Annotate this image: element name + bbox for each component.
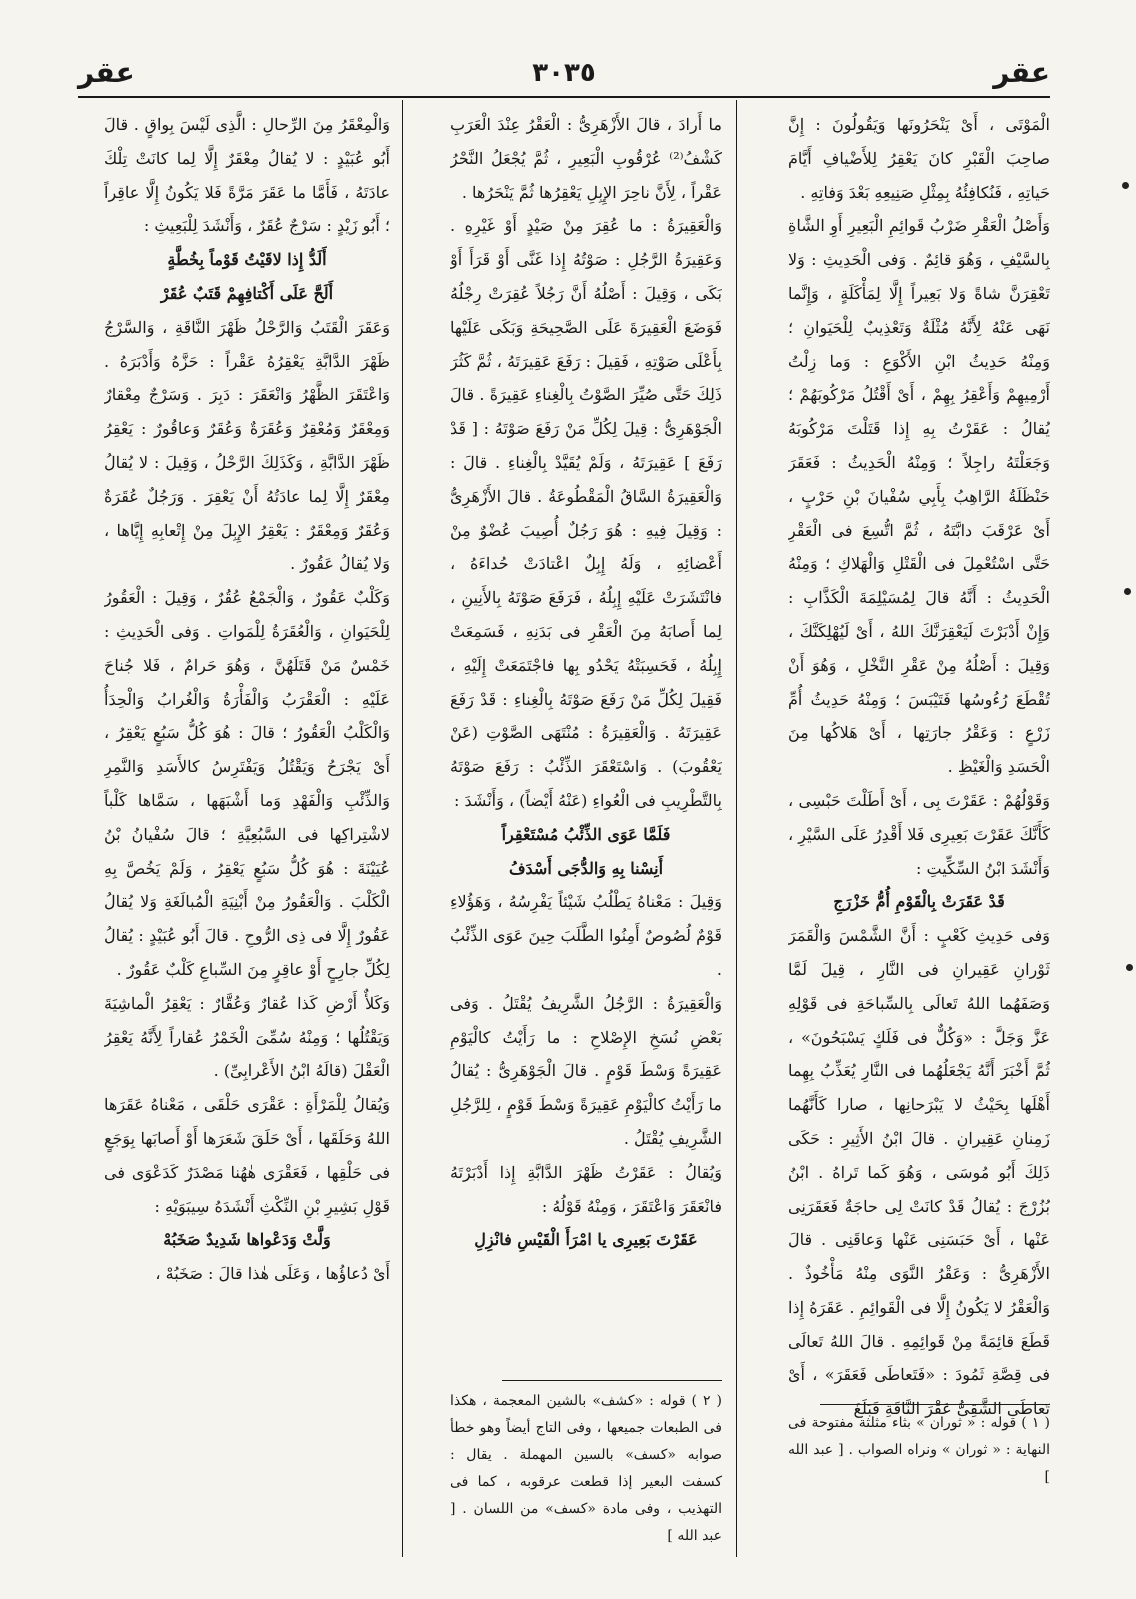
verse: أَنِسْنا بِهِ وَالدُّجَى أَسْدَفُ: [508, 858, 664, 878]
column-left: [104, 108, 390, 1541]
verse: أَلَدُّ إِذا لاقَيْتُ قَوْماً بِخُطَّةٍ: [167, 250, 327, 270]
paragraph: وَأَصْلُ الْعَقْرِ ضَرْبُ قَوائِمِ الْبَعِيرِ أَوِ الشَّاةِ بِالسَّيْفِ ، وَهُوَ قائِمٌ . وَفى الْحَدِيثِ : وَلا تَعْقِرَنَّ شاةً وَلا بَعِيراً إِلَّا لِمَأْكَلَةٍ ، وَإِنَّما نَهَى عَنْهُ لِأَنَّهُ مُثْلَةٌ وَتَعْذِيبٌ لِلْحَيَوانِ ؛ وَمِنْهُ حَدِيثُ ابْنِ الأَكْوَعِ : وَما زِلْتُ أَرْمِيهِمْ وَأَعْقِرُ بِهِمْ ، أَىْ أَقْتُلُ مَرْكُوبَهُمْ ؛ يُقالُ : عَقَرْتُ بِهِ إِذا قَتَلْتَ مَرْكُوبَهُ وَجَعَلْتَهُ راجِلاً ؛ وَمِنْهُ الْحَدِيثُ : فَعَقَرَ حَنْظَلَةُ الرَّاهِبُ بِأَبِي سُفْيانَ بْنِ حَرْبٍ ، أَىْ عَرْقَبَ دابَّتَهُ ، ثُمَّ اتُّسِعَ فى الْعَقْرِ حَتَّى اسْتُعْمِلَ فى الْقَتْلِ وَالْهَلاكِ ؛ وَمِنْهُ الْحَدِيثُ : أَنَّهُ قالَ لِمُسَيْلِمَةَ الْكَذَّابِ : وَإِنْ أَدْبَرْتَ لَيَعْقِرَنَّكَ اللهُ ، أَىْ لَيُهْلِكَنَّكَ ، وَقِيلَ : أَصْلُهُ مِنْ عَقْرِ النَّخْلِ ، وَهُوَ أَنْ تُقْطَعَ رُءُوسُها فَتَيْبَسَ ؛ وَمِنْهُ حَدِيثُ أُمِّ زَرْعٍ : وَعَقْرُ جارَتِها ، أَىْ هَلاكُها مِنَ الْحَسَدِ وَالْغَيْظِ .: [788, 216, 1050, 777]
verse: عَقَرْتَ بَعِيرِى يا امْرَأَ الْقَيْسِ فانْزِلِ: [474, 1230, 698, 1250]
page-number: ٣٠٣٥: [532, 58, 596, 88]
paragraph: ما أَرادَ ، قالَ الأَزْهَرِىُّ : الْعَقْرُ عِنْدَ الْعَرَبِ كَشْفُ⁽²⁾ عُرْقُوبِ الْبَعِيرِ ، ثُمَّ يُجْعَلُ النَّحْرُ عَقْراً ، لِأَنَّ ناحِرَ الإِبِلِ يَعْقِرُها ثُمَّ يَنْحَرُها .: [450, 115, 722, 202]
column-middle: [450, 108, 722, 1541]
paragraph: وَكَلأٌ أَرْضِ كَذا عُقارٌ وَعُقَّارٌ : يَعْقِرُ الْماشِيَةَ وَيَقْتُلُها ؛ وَمِنْهُ سُمِّىَ الْخَمْرُ عُقاراً لِأَنَّهُ يَعْقِرُ الْعَقْلَ (قالَهُ ابْنُ الأَعْرابِىِّ) .: [104, 993, 390, 1081]
paragraph: الْمَوْتَى ، أَىْ يَنْحَرُونَها وَيَقُولُونَ : إِنَّ صاحِبَ الْقَبْرِ كانَ يَعْقِرُ لِلأَضْيافِ أَيَّامَ حَياتِهِ ، فَنُكافِئُهُ بِمِثْلِ صَنِيعِهِ بَعْدَ وَفاتِهِ .: [788, 115, 1050, 202]
headword-right: عقر: [993, 56, 1050, 89]
paragraph: وَقِيلَ : مَعْناهُ يَطْلُبُ شَيْئاً يَفْرِسُهُ ، وَهَؤُلاءِ قَوْمٌ لُصُوصٌ أَمِنُوا الطَّلَبَ حِينَ عَوَى الذِّئْبُ .: [450, 892, 722, 979]
margin-dot: [1122, 182, 1129, 189]
paragraph: أَىْ دُعاؤُها ، وَعَلَى هٰذا قالَ : صَخَبُهْ ،: [155, 1264, 390, 1284]
page-header: [78, 56, 1050, 98]
footnote-rule: [820, 1404, 1050, 1405]
paragraph: وَالْعَقِيرَةُ : ما عُقِرَ مِنْ صَيْدٍ أَوْ غَيْرِهِ . وَعَقِيرَةُ الرَّجُلِ : صَوْتُهُ إِذا غَنَّى أَوْ قَرَأَ أَوْ بَكَى ، وَقِيلَ : أَصْلُهُ أَنَّ رَجُلاً عُقِرَتْ رِجْلُهُ فَوَضَعَ الْعَقِيرَةَ عَلَى الصَّحِيحَةِ وَبَكَى عَلَيْها بِأَعْلَى صَوْتِهِ ، فَقِيلَ : رَفَعَ عَقِيرَتَهُ ، ثُمَّ كَثُرَ ذَلِكَ حَتَّى صُيِّرَ الصَّوْتُ بِالْغِناءِ عَقِيرَةً . قالَ الْجَوْهَرِىُّ : قِيلَ لِكُلِّ مَنْ رَفَعَ صَوْتَهُ : [ قَدْ رَفَعَ ] عَقِيرَتَهُ ، وَلَمْ يُقَيَّدْ بِالْغِناءِ . قالَ : وَالْعَقِيرَةُ السَّاقُ الْمَقْطُوعَةُ . قالَ الأَزْهَرِىُّ : وَقِيلَ فِيهِ : هُوَ رَجُلٌ أُصِيبَ عُضْوٌ مِنْ أَعْضائِهِ ، وَلَهُ إِبِلٌ اعْتادَتْ حُداءَهُ ، فانْتَشَرَتْ عَلَيْهِ إِبِلُهُ ، فَرَفَعَ صَوْتَهُ بِالأَنِينِ ، لِما أَصابَهُ مِنَ الْعَقْرِ فى بَدَنِهِ ، فَسَمِعَتْ إِبِلُهُ ، فَحَسِبَتْهُ يَحْدُو بِها فاجْتَمَعَتْ إِلَيْهِ ، فَقِيلَ لِكُلِّ مَنْ رَفَعَ صَوْتَهُ بِالْغِناءِ : قَدْ رَفَعَ عَقِيرَتَهُ . وَالْعَقِيرَةُ : مُنْتَهَى الصَّوْتِ (عَنْ يَعْقُوبَ) . وَاسْتَعْقَرَ الذِّئْبُ : رَفَعَ صَوْتَهُ بِالتَّطْرِيبِ فى الْعُواءِ (عَنْهُ أَيْضاً) ، وَأَنْشَدَ :: [450, 216, 722, 810]
paragraph: وَكَلْبٌ عَقُورٌ ، وَالْجَمْعُ عُقُرٌ ، وَقِيلَ : الْعَقُورُ لِلْحَيَوانِ ، وَالْعُقَرَةُ لِلْمَواتِ . وَفى الْحَدِيثِ : خَمْسٌ مَنْ قَتَلَهُنَّ ، وَهُوَ حَرامٌ ، فَلا جُناحَ عَلَيْهِ : الْعَقْرَبُ وَالْفَأْرَةُ وَالْغُرابُ وَالْحِدَأُ وَالْكَلْبُ الْعَقُورُ ؛ قالَ : هُوَ كُلُّ سَبُعٍ يَعْقِرُ ، أَىْ يَجْرَحُ وَيَقْتُلُ وَيَفْتَرِسُ كالأَسَدِ وَالنَّمِرِ وَالذِّئْبِ وَالْفَهْدِ وَما أَشْبَهَها ، سَمَّاها كَلْباً لاشْتِراكِها فى السَّبُعِيَّةِ ؛ قالَ سُفْيانُ بْنُ عُيَيْنَةَ : هُوَ كُلُّ سَبُعٍ يَعْقِرُ ، وَلَمْ يَخُصَّ بِهِ الْكَلْبَ . وَالْعَقُورُ مِنْ أَبْنِيَةِ الْمُبالَغَةِ وَلا يُقالُ عَقُورٌ إِلَّا فى ذِى الرُّوحِ . قالَ أَبُو عُبَيْدٍ : يُقالُ لِكُلِّ جارِحٍ أَوْ عاقِرٍ مِنَ السِّباعِ كَلْبٌ عَقُورٌ .: [104, 588, 390, 979]
verse: أَلَحَّ عَلَى أَكْتافِهِمْ قَتَبٌ عُقَرْ: [160, 283, 334, 303]
footnote-right: ( ١ ) قوله : « ثوران » بثاء مثلثة مفتوحة فى النهاية : « ثوران » ونراه الصواب . [ عبد الله ]: [788, 1415, 1051, 1485]
paragraph: وَالْمِعْقَرُ مِنَ الرِّحالِ : الَّذِى لَيْسَ بِواقٍ . قالَ أَبُو عُبَيْدٍ : لا يُقالُ مِعْقَرٌ إِلَّا لِما كانَتْ تِلْكَ عادَتَهُ ، فَأَمَّا ما عَقَرَ مَرَّةً فَلا يَكُونُ إِلَّا عاقِراً ؛ أَبُو زَيْدٍ : سَرْجٌ عُقَرٌ ، وَأَنْشَدَ لِلْبَعِيثِ :: [104, 115, 390, 236]
column-divider: [402, 100, 403, 1557]
footnote-middle: ( ٢ ) قوله : «كشف» بالشين المعجمة ، هكذا فى الطبعات جميعها ، وفى التاج أيضاً وهو خطأ صوابه «كسف» بالسين المهملة . يقال : كسفت البعير إذا قطعت عرقوبه ، كما فى التهذيب ، وفى مادة «كسف» من اللسان . [ عبد الله ]: [450, 1393, 722, 1544]
paragraph: وَعَقَرَ الْقَتَبُ وَالرَّحْلُ ظَهْرَ النَّاقَةِ ، وَالسَّرْجُ ظَهْرَ الدَّابَّةِ يَعْقِرُهُ عَقْراً : حَزَّهُ وَأَدْبَرَهُ . وَاعْتَقَرَ الظَّهْرُ وَانْعَقَرَ : دَبِرَ . وَسَرْجٌ مِعْقارٌ وَمِعْقَرٌ وَمُعْقِرٌ وَعُقَرَةٌ وَعُقَرٌ وَعاقُورٌ : يَعْقِرُ ظَهْرَ الدَّابَّةِ ، وَكَذَلِكَ الرَّحْلُ ، وَقِيلَ : لا يُقالُ مِعْقَرٌ إِلَّا لِما عادَتُهُ أَنْ يَعْقِرَ . وَرَجُلٌ عُقَرَةٌ وَعُقَرٌ وَمِعْقَرٌ : يَعْقِرُ الإِبِلَ مِنْ إِتْعابِهِ إِيَّاها ، وَلا يُقالُ عَقُورٌ .: [104, 317, 390, 574]
verse: وَلَّتْ وَدَعْواها شَدِيدٌ صَخَبُهْ: [163, 1230, 331, 1250]
verse: فَلَمَّا عَوَى الذِّئْبُ مُسْتَعْقِراً: [501, 824, 671, 844]
column-divider: [736, 100, 737, 1557]
paragraph: وَفى حَدِيثِ كَعْبٍ : أَنَّ الشَّمْسَ وَالْقَمَرَ ثَوْرانِ عَقِيرانِ فى النَّارِ ، قِيلَ لَمَّا وَصَفَهُما اللهُ تَعالَى بِالسِّباحَةِ فى قَوْلِهِ عَزَّ وَجَلَّ : «وَكُلٌّ فى فَلَكٍ يَسْبَحُونَ» ، ثُمَّ أَخْبَرَ أَنَّهُ يَجْعَلُهُما فى النَّارِ يُعَذِّبُ بِهِما أَهْلَها بِحَيْثُ لا يَبْرَحانِها ، صارا كَأَنَّهُما زَمِنانِ عَقِيرانِ . قالَ ابْنُ الأَثِيرِ : حَكَى ذَلِكَ أَبُو مُوسَى ، وَهُوَ كَما تَراهُ . ابْنُ بُزُرْجَ : يُقالُ قَدْ كانَتْ لِى حاجَةٌ فَعَقَرَنِى عَنْها ، أَىْ حَبَسَنِى عَنْها وَعاقَنِى . قالَ الأَزْهَرِىُّ : وَعَقْرُ النَّوَى مِنْهُ مَأْخُوذٌ . وَالْعَقْرُ لا يَكُونُ إِلَّا فى الْقَوائِمِ . عَقَرَهُ إِذا قَطَعَ قائِمَةً مِنْ قَوائِمِهِ . قالَ اللهُ تَعالَى فى قِصَّةِ ثَمُودَ : «فَتَعاطَى فَعَقَرَ» ، أَىْ تَعاطَى الشَّقِىُّ عَقْرَ النَّاقَةِ فَبَلَغَ: [788, 926, 1050, 1419]
headword-left: عقر: [78, 56, 135, 89]
margin-dot: [1124, 588, 1131, 595]
paragraph: وَيُقالُ لِلْمَرْأَةِ : عَقْرَى حَلْقَى ، مَعْناهُ عَقَرَها اللهُ وَحَلَقَها ، أَىْ حَلَقَ شَعَرَها أَوْ أَصابَها بِوَجَعٍ فى حَلْقِها ، فَعَقْرَى هٰهُنا مَصْدَرٌ كَدَعْوَى فى قَوْلِ بَشِيرِ بْنِ النِّكْثِ أَنْشَدَهُ سِيبَوَيْهِ :: [104, 1095, 390, 1216]
margin-dot: [1126, 964, 1133, 971]
paragraph: وَيُقالُ : عَقَرْتُ ظَهْرَ الدَّابَّةِ إِذا أَدْبَرْتَهُ فانْعَقَرَ وَاعْتَقَرَ ، وَمِنْهُ قَوْلُهُ :: [450, 1162, 722, 1216]
paragraph: وَقَوْلُهُمْ : عَقَرْتَ بِى ، أَىْ أَطَلْتَ حَبْسِى ، كَأَنَّكَ عَقَرْتَ بَعِيرِى فَلا أَقْدِرُ عَلَى السَّيْرِ ، وَأَنْشَدَ ابْنُ السِّكِّيتِ :: [788, 790, 1050, 878]
column-right: [788, 108, 1050, 1541]
paragraph: وَالْعَقِيرَةُ : الرَّجُلُ الشَّرِيفُ يُقْتَلُ . وَفى بَعْضِ نُسَخِ الإِصْلاحِ : ما رَأَيْتُ كالْيَوْمِ عَقِيرَةً وَسْطَ قَوْمٍ . قالَ الْجَوْهَرِىُّ : يُقالُ ما رَأَيْتُ كالْيَوْمِ عَقِيرَةً وَسْطَ قَوْمٍ ، لِلرَّجُلِ الشَّرِيفِ يُقْتَلُ .: [450, 993, 722, 1148]
footnote-rule: [502, 1380, 722, 1381]
verse: قَدْ عَقَرَتْ بِالْقَوْمِ أُمُّ خَزْرَجِ: [833, 892, 1005, 912]
